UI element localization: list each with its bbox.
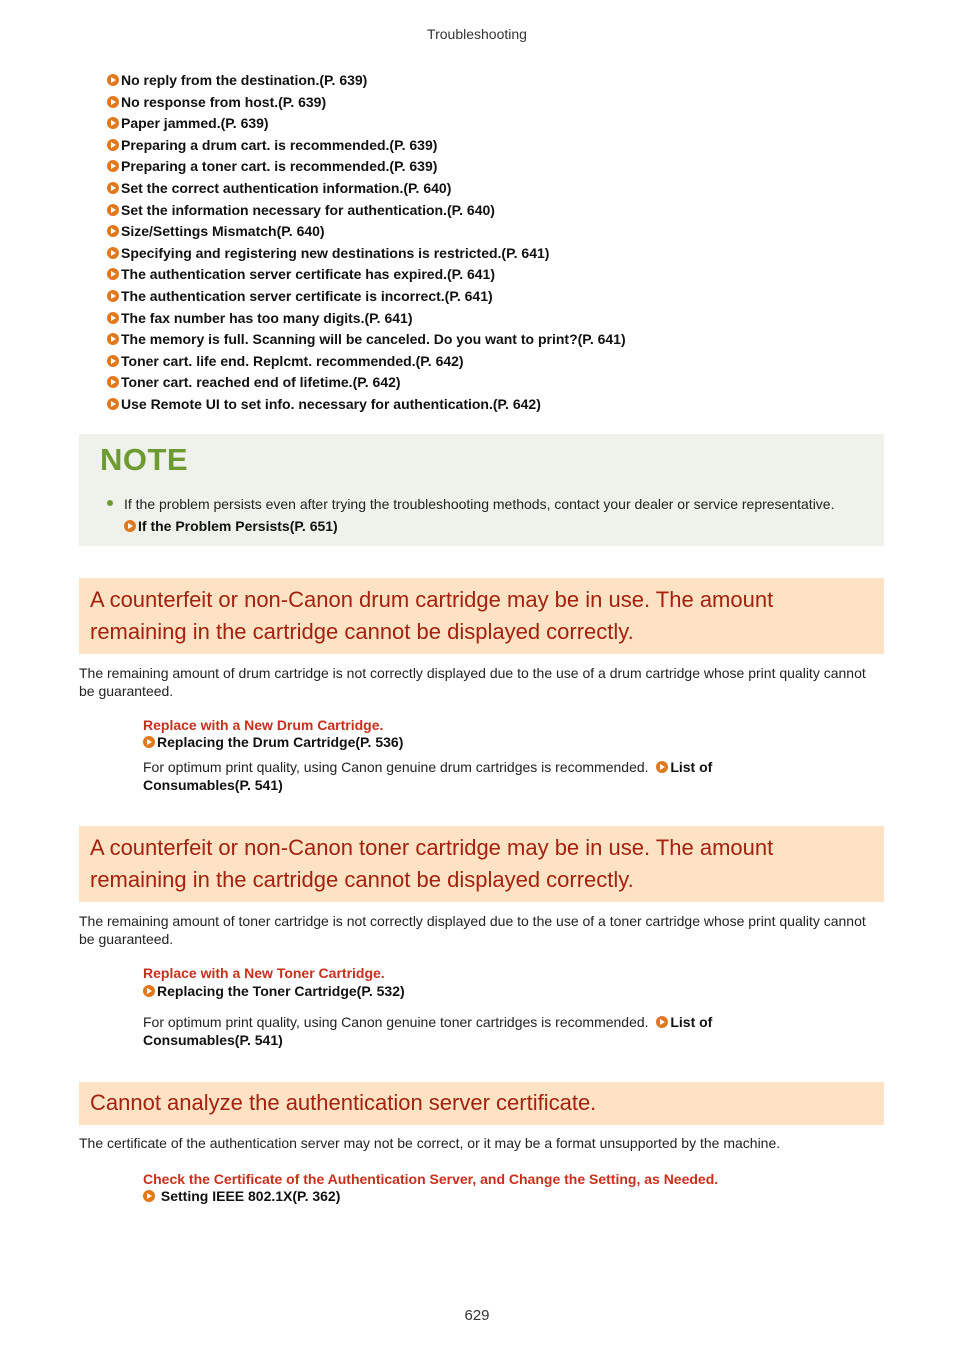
- arrow-right-icon: [143, 985, 155, 997]
- link-set-info-auth[interactable]: Set the information necessary for authentication.(P. 640): [107, 200, 626, 222]
- section-description-drum: The remaining amount of drum cartridge is not correctly displayed due to the use of a drum cartridge whose print quality cannot be guaranteed.: [79, 665, 866, 699]
- consumables-link-drum[interactable]: List of Consumables(P. 541): [143, 759, 713, 793]
- arrow-right-icon: [107, 204, 119, 216]
- action-title-toner: Replace with a New Toner Cartridge.: [143, 965, 385, 981]
- note-link[interactable]: If the Problem Persists(P. 651): [124, 518, 338, 534]
- page-number: 629: [464, 1307, 490, 1324]
- arrow-right-icon: [107, 398, 119, 410]
- arrow-right-icon: [107, 268, 119, 280]
- arrow-right-icon: [107, 117, 119, 129]
- link-set-auth-info[interactable]: Set the correct authentication information.(P. 640): [107, 178, 626, 200]
- arrow-right-icon: [107, 312, 119, 324]
- arrow-right-icon: [107, 96, 119, 108]
- link-cert-expired[interactable]: The authentication server certificate has expired.(P. 641): [107, 264, 626, 286]
- link-toner-life-end[interactable]: Toner cart. life end. Replcmt. recommended.(P. 642): [107, 351, 626, 373]
- arrow-right-icon: [107, 355, 119, 367]
- section-description-toner: The remaining amount of toner cartridge is not correctly displayed due to the use of a toner cartridge whose print quality cannot be guaranteed.: [79, 913, 866, 947]
- arrow-right-icon: [107, 247, 119, 259]
- arrow-right-icon: [656, 1016, 668, 1028]
- arrow-right-icon: [656, 761, 668, 773]
- note-box: [79, 434, 884, 546]
- running-header: Troubleshooting: [427, 26, 527, 42]
- link-remote-ui[interactable]: Use Remote UI to set info. necessary for authentication.(P. 642): [107, 394, 626, 416]
- link-toner-end-lifetime[interactable]: Toner cart. reached end of lifetime.(P. 642): [107, 372, 626, 394]
- arrow-right-icon: [107, 74, 119, 86]
- tip-text-toner: For optimum print quality, using Canon genuine toner cartridges is recommended. List of Consumables(P. 541): [143, 1014, 713, 1048]
- action-title-certificate: Check the Certificate of the Authentication Server, and Change the Setting, as Needed.: [143, 1171, 719, 1187]
- bullet-icon: [107, 500, 113, 506]
- ref-link-certificate[interactable]: Setting IEEE 802.1X(P. 362): [143, 1188, 340, 1206]
- note-text: If the problem persists even after trying the troubleshooting methods, contact your dealer or service representative. If the Problem Persists(P. 651): [124, 496, 835, 534]
- arrow-right-icon: [107, 333, 119, 345]
- link-preparing-drum[interactable]: Preparing a drum cart. is recommended.(P. 639): [107, 135, 626, 157]
- section-description-certificate: The certificate of the authentication server may not be correct, or it may be a format unsupported by the machine.: [79, 1135, 781, 1151]
- section-heading-certificate: Cannot analyze the authentication server certificate.: [79, 1082, 884, 1125]
- arrow-right-icon: [143, 1190, 155, 1202]
- arrow-right-icon: [107, 290, 119, 302]
- arrow-right-icon: [124, 520, 136, 532]
- link-memory-full[interactable]: The memory is full. Scanning will be canceled. Do you want to print?(P. 641): [107, 329, 626, 351]
- arrow-right-icon: [143, 736, 155, 748]
- arrow-right-icon: [107, 139, 119, 151]
- link-preparing-toner[interactable]: Preparing a toner cart. is recommended.(P. 639): [107, 156, 626, 178]
- link-no-reply[interactable]: No reply from the destination.(P. 639): [107, 70, 626, 92]
- link-paper-jammed[interactable]: Paper jammed.(P. 639): [107, 113, 626, 135]
- arrow-right-icon: [107, 182, 119, 194]
- tip-text-drum: For optimum print quality, using Canon genuine drum cartridges is recommended. List of Consumables(P. 541): [143, 759, 713, 793]
- section-heading-toner: A counterfeit or non-Canon toner cartridge may be in use. The amount remaining in the cartridge cannot be displayed correctly.: [79, 826, 884, 902]
- arrow-right-icon: [107, 376, 119, 388]
- ref-link-toner[interactable]: Replacing the Toner Cartridge(P. 532): [143, 983, 405, 1001]
- ref-link-drum[interactable]: Replacing the Drum Cartridge(P. 536): [143, 734, 403, 752]
- link-cert-incorrect[interactable]: The authentication server certificate is incorrect.(P. 641): [107, 286, 626, 308]
- section-heading-drum: A counterfeit or non-Canon drum cartridge may be in use. The amount remaining in the cartridge cannot be displayed correctly.: [79, 578, 884, 654]
- consumables-link-toner[interactable]: List of Consumables(P. 541): [143, 1014, 713, 1048]
- arrow-right-icon: [107, 225, 119, 237]
- note-title: NOTE: [100, 442, 189, 477]
- action-title-drum: Replace with a New Drum Cartridge.: [143, 717, 384, 733]
- link-fax-digits[interactable]: The fax number has too many digits.(P. 641): [107, 308, 626, 330]
- link-destinations-restricted[interactable]: Specifying and registering new destinations is restricted.(P. 641): [107, 243, 626, 265]
- link-size-mismatch[interactable]: Size/Settings Mismatch(P. 640): [107, 221, 626, 243]
- link-no-response[interactable]: No response from host.(P. 639): [107, 92, 626, 114]
- arrow-right-icon: [107, 160, 119, 172]
- related-links-list: [107, 70, 626, 416]
